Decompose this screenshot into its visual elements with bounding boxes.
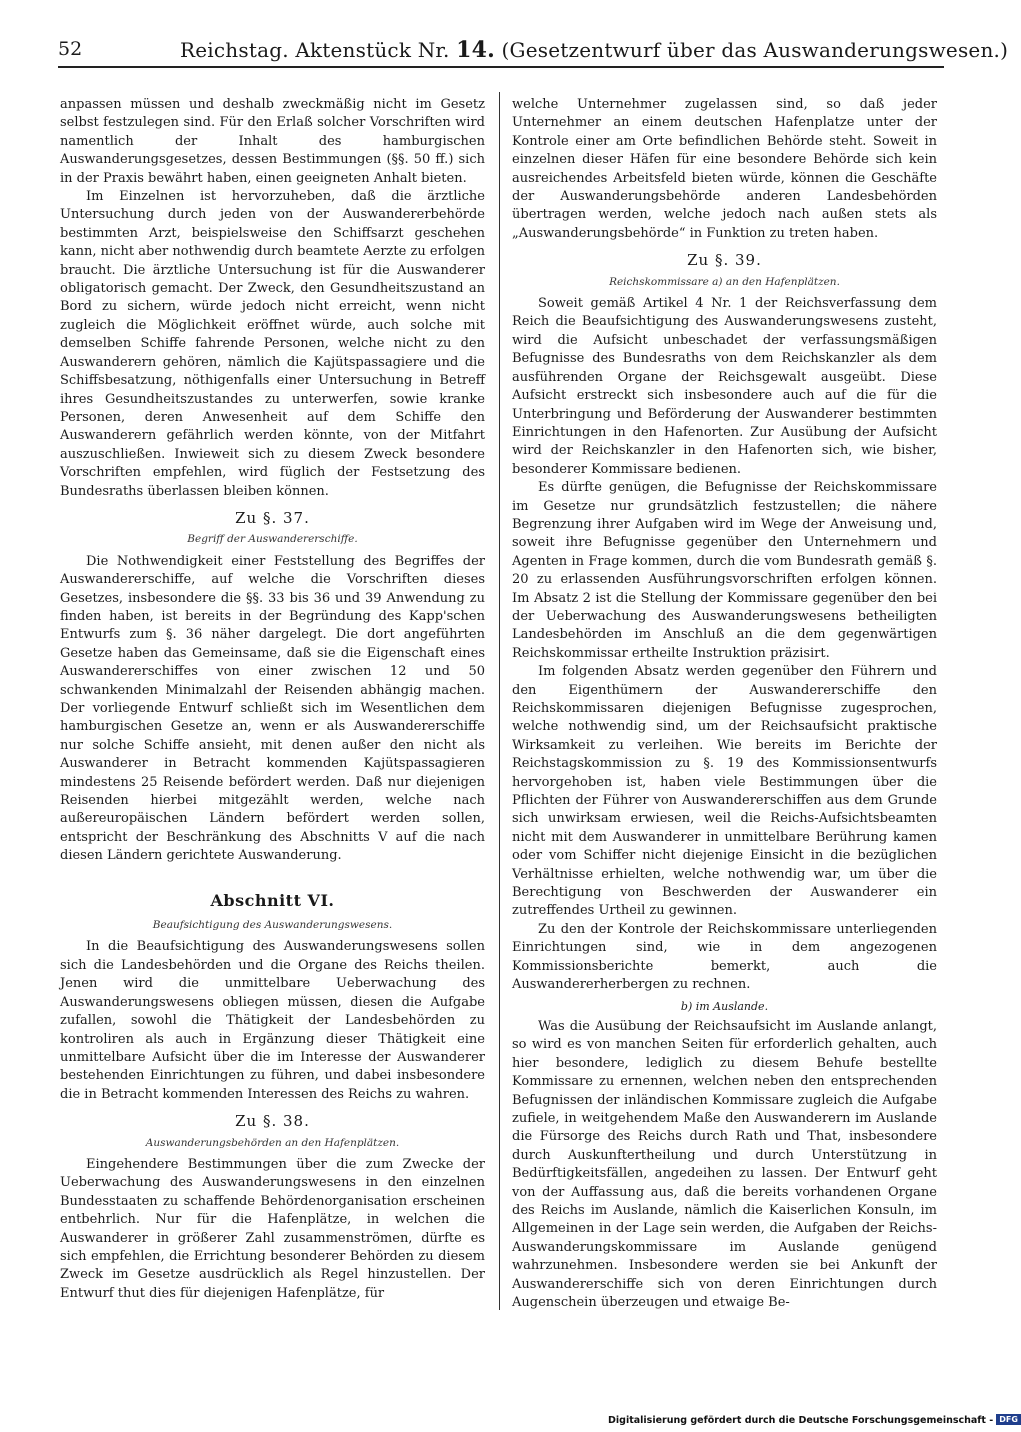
paragraph: welche Unternehmer zugelassen sind, so daß jeder Unternehmer an einem deutschen Hafenplatze unter der Kontrole einer am Orte befindlichen Behörde steht. Soweit in einzelnen dieser Häfen für eine besondere Behörde sich kein ausreichendes Arbeitsfeld bieten würde, können die Geschäfte der Auswanderungsbehörde anderen Landesbehörden übertragen werden, welche jedoch nach außen stets als „Auswanderungsbehörde“ in Funktion zu treten haben.	[512, 97, 937, 241]
page-number: 52	[58, 38, 83, 60]
paragraph: Im folgenden Absatz werden gegenüber den Führern und den Eigenthümern der Auswandererschiffe den Reichskommissaren diejenigen Befugnisse zugesprochen, welche nothwendig sind, um der Reichsaufsicht praktische Wirksamkeit zu verleihen. Wie bereits im Berichte der Reichstagskommission zu §. 19 des Kommissionsentwurfs hervorgehoben ist, haben viele Bestimmungen über die Pflichten der Führer von Auswandererschiffen aus dem Grunde sich unwirksam erwiesen, weil die Reichs-Aufsichtsbeamten nicht mit dem Auswanderer in unmittelbare Berührung kamen oder vom Schiffer nicht diejenige Einsicht in die bezüglichen Verhältnisse erhielten, welche nothwendig war, um über die Berechtigung von Beschwerden der Auswanderer ein zutreffendes Urtheil zu gewinnen.	[512, 664, 937, 919]
chapter-subheading: Beaufsichtigung des Auswanderungswesens.	[152, 919, 393, 932]
footer-text: Digitalisierung gefördert durch die Deutsche Forschungsgemeinschaft -	[608, 1415, 994, 1426]
header-rule	[58, 66, 944, 68]
paragraph: Eingehendere Bestimmungen über die zum Zwecke der Ueberwachung des Auswanderungswesens in den einzelnen Bundesstaaten zu schaffende Behördenorganisation erscheinen entbehrlich. Nur für die Hafenplätze, in welchen die Auswanderer in größerer Zahl zusammenströmen, dürfte es sich empfehlen, die Errichtung besonderer Behörden zu diesem Zweck im Gesetze ausdrücklich als Regel hinzustellen. Der Entwurf thut dies für diejenigen Hafenplätze, für	[60, 1156, 485, 1301]
paragraph: Was die Ausübung der Reichsaufsicht im Auslande anlangt, so wird es von manchen Seiten für erforderlich gehalten, auch hier besondere, lediglich zu diesem Behufe bestellte Kommissare zu ernennen, welchen neben den entsprechenden Befugnissen der inländischen Kommissare zugleich die Aufgabe zufiele, in weitgehendem Maße den Auswanderern im Auslande die Fürsorge des Reichs durch Rath und That, insbesondere durch Auskunftertheilung und durch Unterstützung in Bedürftigkeitsfällen, angedeihen zu lassen. Der Entwurf geht von der Auffassung aus, daß die bereits vorhandenen Organe des Reichs im Auslande, nämlich die Kaiserlichen Konsuln, im Allgemeinen in der Lage sein werden, die Aufgaben der Reichs-Auswanderungskommissare im Auslande genügend wahrzunehmen. Insbesondere werden sie bei Ankunft der Auswandererschiffe sich von deren Einrichtungen durch Augenschein überzeugen und etwaige Be-	[512, 1018, 937, 1310]
document-number: 14.	[456, 37, 495, 63]
section-subheading-37: Begriff der Auswandererschiffe.	[187, 533, 358, 546]
section-heading-38: Zu §. 38.	[235, 1112, 310, 1131]
section-heading-37: Zu §. 37.	[235, 508, 310, 527]
paragraph: Zu den der Kontrole der Reichskommissare unterliegenden Einrichtungen sind, wie in dem angezogenen Kommissionsberichte bemerkt, auch die Auswandererherbergen zu rechnen.	[512, 921, 937, 993]
paragraph: Es dürfte genügen, die Befugnisse der Reichskommissare im Gesetze nur grundsätzlich festzustellen; die nähere Begrenzung ihrer Aufgaben wird im Wege der Anweisung und, soweit ihre Befugnisse gegenüber den Unternehmern und Agenten in Frage kommen, durch die vom Bundesrath gemäß §. 20 zu erlassenden Ausführungsvorschriften erfolgen können. Im Absatz 2 ist die Stellung der Kommissare gegenüber den bei der Ueberwachung des Auswanderungswesens betheiligten Landesbehörden im Anschluß an die dem gegenwärtigen Reichskommissar ertheilte Instruktion präzisirt.	[512, 480, 937, 661]
paragraph: In die Beaufsichtigung des Auswanderungswesens sollen sich die Landesbehörden und die Organe des Reichs theilen. Jenen wird die unmittelbare Ueberwachung des Auswanderungswesens obliegen müssen, diesen die Aufgabe zufallen, sowohl die Thätigkeit der Landesbehörden zu kontroliren als auch in Ergänzung dieser Thätigkeit eine unmittelbare Aufsicht über die im Interesse der Auswanderer bestehenden Einrichtungen zu führen, und dabei insbesondere die in Betracht kommenden Interessen des Reichs zu wahren.	[60, 939, 485, 1102]
section-subheading-39: Reichskommissare a) an den Hafenplätzen.	[609, 275, 840, 288]
paragraph: Die Nothwendigkeit einer Feststellung des Begriffes der Auswandererschiffe, auf welche die Vorschriften dieses Gesetzes, insbesondere die §§. 33 bis 36 und 39 Anwendung zu finden haben, ist bereits in der Begründung des Kapp'schen Entwurfs zum §. 36 näher dargelegt. Die dort angeführten Gesetze haben das Gemeinsame, daß sie die Eigenschaft eines Auswandererschiffes von einer zwischen 12 und 50 schwankenden Minimalzahl der Reisenden abhängig machen. Der vorliegende Entwurf schließt sich im Wesentlichen dem hamburgischen Gesetze an, wenn er als Auswandererschiffe nur solche Schiffe ansieht, mit denen außer den nicht als Auswanderer in Betracht kommenden Kajütspassagieren mindestens 25 Reisende befördert werden. Daß nur diejenigen Reisenden hierbei mitgezählt werden, welche nach außereuropäischen Ländern befördert werden sollen, entspricht der Beschränkung des Abschnitts V auf die nach diesen Ländern gerichtete Auswanderung.	[60, 553, 485, 864]
paragraph: Im Einzelnen ist hervorzuheben, daß die ärztliche Untersuchung durch jeden von der Auswandererbehörde bestimmten Arzt, beispielsweise den Schiffsarzt geschehen kann, nicht aber nothwendig durch beamtete Aerzte zu erfolgen braucht. Die ärztliche Untersuchung ist für die Auswanderer obligatorisch gemacht. Der Zweck, den Gesundheitszustand an Bord zu sichern, würde jedoch nicht erreicht, wenn nicht zugleich die Möglichkeit eröffnet würde, auch solche mit demselben Schiffe fahrende Personen, welche nicht zu den Auswanderern gehören, nämlich die Kajütspassagiere und die Schiffsbesatzung, nöthigenfalls einer Untersuchung in Betreff ihres Gesundheitszustandes zu unterwerfen, sowie kranke Personen, deren Anwesenheit auf dem Schiffe den Auswanderern gefährlich werden könnte, von der Mitfahrt auszuschließen. Inwieweit sich zu diesem Zweck besondere Vorschriften empfehlen, wird füglich der Festsetzung des Bundesraths überlassen bleiben können.	[60, 189, 485, 499]
page-title	[180, 37, 1008, 63]
running-header	[58, 34, 1009, 64]
left-column	[60, 96, 485, 1303]
right-column	[512, 96, 937, 1312]
title-prefix: Reichstag. Aktenstück Nr.	[180, 38, 450, 62]
digitization-footer	[608, 1414, 1018, 1430]
section-subheading-38: Auswanderungsbehörden an den Hafenplätzen.	[145, 1136, 400, 1149]
dfg-logo: DFG	[996, 1414, 1021, 1425]
subsection-heading-ausland: b) im Auslande.	[680, 999, 769, 1013]
paragraph: anpassen müssen und deshalb zweckmäßig nicht im Gesetz selbst festzulegen sind. Für den Erlaß solcher Vorschriften wird namentlich der Inhalt des hamburgischen Auswanderungsgesetzes, dessen Bestimmungen (§§. 50 ff.) sich in der Praxis bewährt haben, einen geeigneten Anhalt bieten.	[60, 97, 485, 186]
paragraph: Soweit gemäß Artikel 4 Nr. 1 der Reichsverfassung dem Reich die Beaufsichtigung des Auswanderungswesens zusteht, wird die Aufsicht unbeschadet der verfassungsmäßigen Befugnisse des Bundesraths von dem Reichskanzler als dem ausführenden Organe der Reichsgewalt ausgeübt. Diese Aufsicht erstreckt sich insbesondere auch auf die für die Unterbringung und Beförderung der Auswanderer bestimmten Einrichtungen in den Hafenorten. Zur Ausübung der Aufsicht wird der Reichskanzler in den Hafenorten sich, wie bisher, besonderer Kommissare bedienen.	[512, 296, 937, 477]
column-divider	[499, 92, 500, 1310]
section-heading-39: Zu §. 39.	[687, 251, 762, 270]
chapter-heading: Abschnitt VI.	[210, 890, 335, 910]
title-suffix: (Gesetzentwurf über das Auswanderungswesen.)	[501, 38, 1009, 62]
